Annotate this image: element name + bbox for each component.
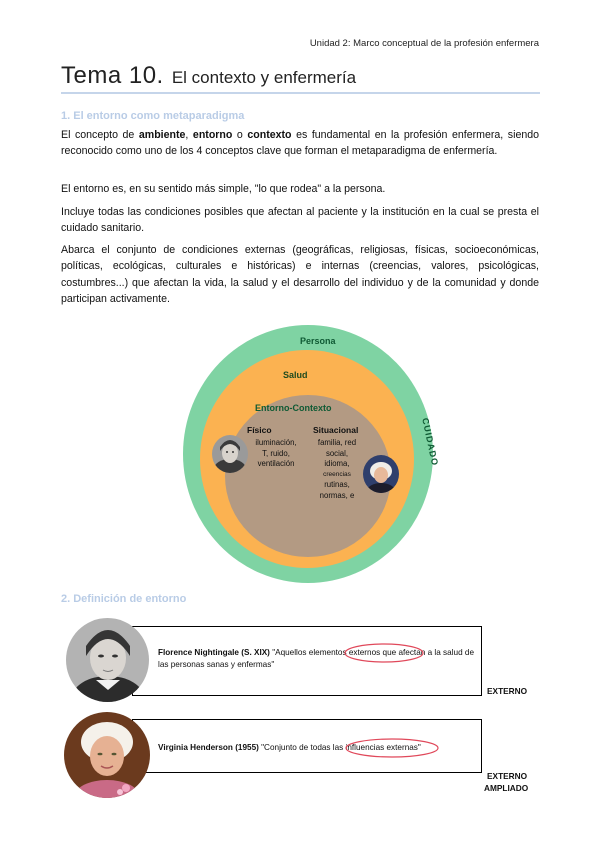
p1-bold-contexto: contexto (247, 129, 292, 141)
section-heading-2: 2. Definición de entorno (61, 593, 187, 605)
title-divider (61, 92, 540, 94)
tag-externo-ampliado-2: AMPLIADO (484, 783, 529, 793)
paragraph-4: Abarca el conjunto de condiciones externas (geográficas, religiosas, físicas, socioeconómicas, políticas, ecológicas, culturales e históricas) e internas (creencias, valores, psicológicas, costumbres...) que afectan la vida, la salud y el desarrollo del individuo y de la comunidad y donde participan activamente. (61, 244, 539, 306)
paragraph-1 (61, 127, 539, 160)
fisico-item: ventilación (257, 459, 295, 468)
nightingale-portrait (66, 618, 149, 702)
fisico-title: Físico (247, 425, 272, 435)
situacional-list (305, 438, 369, 501)
metaparadigm-diagram (155, 325, 455, 590)
fisico-list (247, 438, 305, 470)
entorno-label: Entorno-Contexto (255, 403, 332, 413)
paragraph-2: El entorno es, en su sentido más simple, "lo que rodea" a la persona. (61, 183, 386, 195)
p1-sep2: o (232, 129, 248, 141)
page-title (61, 62, 356, 90)
p1-bold-ambiente: ambiente (138, 129, 186, 141)
persona-label: Persona (300, 336, 336, 346)
quote-henderson: "Conjunto de todas las influencias externas" (258, 743, 421, 752)
situacional-item: social, (325, 448, 349, 458)
p1-bold-entorno: entorno (192, 129, 233, 141)
p1-sep1: , (185, 129, 193, 141)
situacional-item: idioma, (324, 459, 350, 468)
paragraph-3: Incluye todas las condiciones posibles que afectan al paciente y la institución en la cual se presta el cuidado sanitario. (61, 206, 539, 235)
situacional-item: rutinas, (324, 480, 350, 489)
unit-header: Unidad 2: Marco conceptual de la profesión enfermera (309, 38, 539, 49)
fisico-item: T, ruido, (262, 448, 290, 458)
tag-externo-ampliado-1: EXTERNO (487, 771, 528, 781)
cuidado-label: CUIDADO (420, 417, 441, 468)
section-heading-1: 1. El entorno como metaparadigma (61, 110, 245, 122)
situacional-item: familia, red (317, 438, 357, 447)
salud-label: Salud (283, 370, 308, 380)
situacional-item: normas, e (319, 490, 355, 500)
highlight-oval-influencias (344, 737, 440, 759)
situacional-title: Situacional (313, 425, 359, 435)
title-number: Tema 10. (61, 62, 164, 89)
title-text: El contexto y enfermería (171, 68, 357, 87)
henderson-portrait (64, 712, 150, 798)
definition-text-nightingale (158, 647, 476, 671)
author-nightingale: Florence Nightingale (S. XIX) (158, 648, 270, 657)
fisico-item: iluminación, (255, 438, 297, 447)
author-henderson: Virginia Henderson (1955) (158, 743, 259, 752)
quote-nightingale: "Aquellos elementos externos que afectan a la salud de las personas sanas y enfermas" (158, 648, 475, 669)
situacional-item: creencias (323, 470, 351, 478)
henderson-small-portrait (363, 455, 399, 493)
highlight-oval-externos (343, 642, 425, 664)
p1-end: es fundamental en la profesión enfermera, siendo reconocido como uno de los 4 conceptos clave que forman el metaparadigma de enfermería. (61, 129, 540, 158)
p1-start: El concepto de (61, 129, 139, 141)
nightingale-small-portrait (212, 435, 248, 473)
tag-externo: EXTERNO (487, 686, 528, 696)
